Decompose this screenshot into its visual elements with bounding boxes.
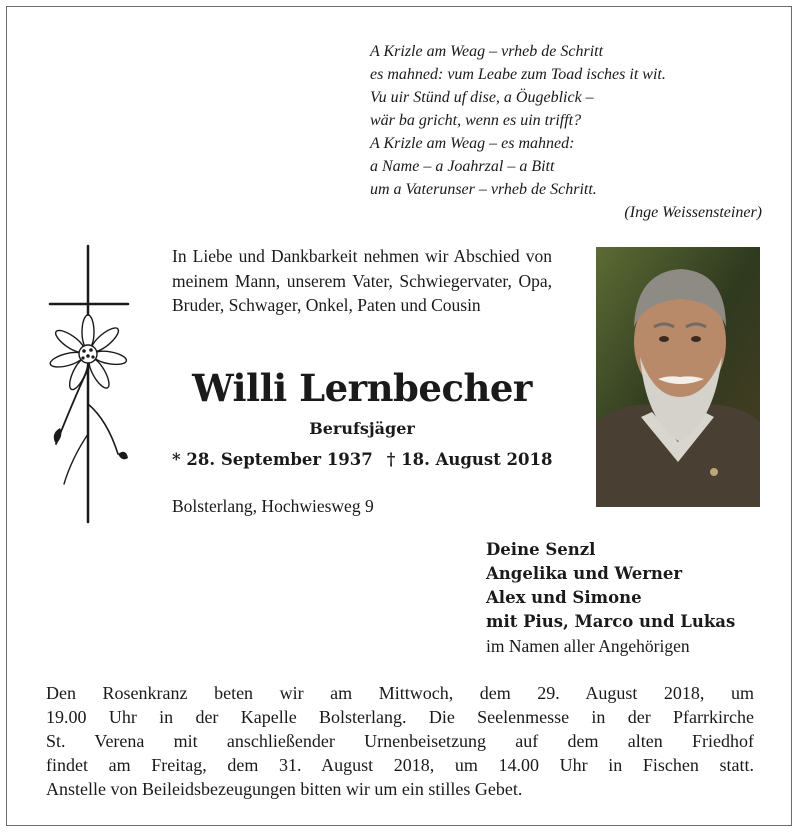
poem-line: a Name – a Joahrzal – a Bitt <box>370 158 555 175</box>
birth-date: * 28. September 1937 <box>172 450 373 469</box>
poem <box>370 40 762 224</box>
deceased-profession: Berufsjäger <box>309 419 415 438</box>
mourners-closing: im Namen aller Angehörigen <box>486 636 690 656</box>
portrait-photo <box>596 247 760 507</box>
mourner-name: mit Pius, Marco und Lukas <box>486 612 736 631</box>
poem-line: A Krizle am Weag – es mahned: <box>370 135 575 152</box>
poem-line: Vu uir Stünd uf dise, a Öugeblick – <box>370 89 594 106</box>
poem-line: wär ba gricht, wenn es uin trifft? <box>370 112 582 129</box>
notice-line: St. Verena mit anschließender Urnenbeisetzung auf dem alten Friedhof <box>46 731 754 751</box>
poem-line: um a Vaterunser – vrheb de Schritt. <box>370 181 597 198</box>
service-notice <box>46 681 754 801</box>
notice-line: 19.00 Uhr in der Kapelle Bolsterlang. Die Seelenmesse in der Pfarrkirche <box>46 707 754 727</box>
notice-line: Den Rosenkranz beten wir am Mittwoch, dem 29. August 2018, um <box>46 683 754 703</box>
mourner-name: Alex und Simone <box>486 588 642 607</box>
intro-text: In Liebe und Dankbarkeit nehmen wir Abschied von meinem Mann, unserem Vater, Schwiegervater, Opa, Bruder, Schwager, Onkel, Paten und Cousin <box>172 246 552 315</box>
life-dates <box>172 448 552 472</box>
notice-line: Anstelle von Beileidsbezeugungen bitten wir um ein stilles Gebet. <box>46 779 523 799</box>
cross-with-edelweiss-icon <box>44 244 136 524</box>
mourner-name: Deine Senzl <box>486 540 596 559</box>
poem-line: A Krizle am Weag – vrheb de Schritt <box>370 43 604 60</box>
poem-author: (Inge Weissensteiner) <box>624 204 762 221</box>
notice-line: findet am Freitag, dem 31. August 2018, um 14.00 Uhr in Fischen statt. <box>46 755 754 775</box>
mourners-list <box>486 538 786 658</box>
death-date: † 18. August 2018 <box>386 450 553 469</box>
mourner-name: Angelika und Werner <box>486 564 683 583</box>
portrait-image <box>596 247 760 507</box>
deceased-name: Willi Lernbecher <box>192 366 532 410</box>
poem-line: es mahned: vum Leabe zum Toad isches it wit. <box>370 66 666 83</box>
deceased-address: Bolsterlang, Hochwiesweg 9 <box>172 496 374 516</box>
